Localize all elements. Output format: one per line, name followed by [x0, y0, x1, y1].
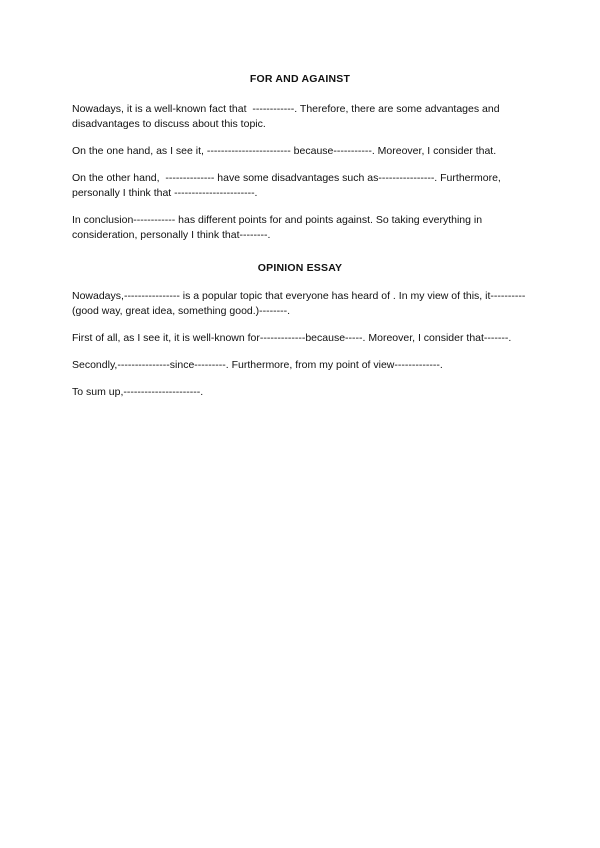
for-against-paragraph-3: On the other hand, -------------- have some disadvantages such as----------------. Furthermore, personally I think that -----------------------.: [72, 172, 504, 199]
opinion-paragraph-1: Nowadays,---------------- is a popular topic that everyone has heard of . In my view of this, it----------(good way, great idea, something good.)--------.: [72, 290, 526, 317]
for-and-against-title: FOR AND AGAINST: [249, 73, 351, 85]
for-against-paragraph-1: Nowadays, it is a well-known fact that ------------. Therefore, there are some advantages and disadvantages to discuss about this topic.: [72, 103, 503, 130]
opinion-paragraph-4: To sum up,----------------------.: [72, 386, 204, 398]
for-against-paragraph-4: In conclusion------------ has different points for and points against. So taking everything in consideration, personally I think that--------.: [72, 214, 486, 241]
for-against-paragraph-2: On the one hand, as I see it, ------------------------ because-----------. Moreover, I consider that.: [72, 145, 497, 157]
opinion-paragraph-3: Secondly,---------------since---------. Furthermore, from my point of view-------------.: [72, 359, 443, 371]
opinion-essay-title: OPINION ESSAY: [257, 262, 343, 274]
document-content: [72, 72, 528, 412]
opinion-paragraph-2: First of all, as I see it, it is well-known for-------------because-----. Moreover, I consider that-------.: [72, 332, 512, 344]
